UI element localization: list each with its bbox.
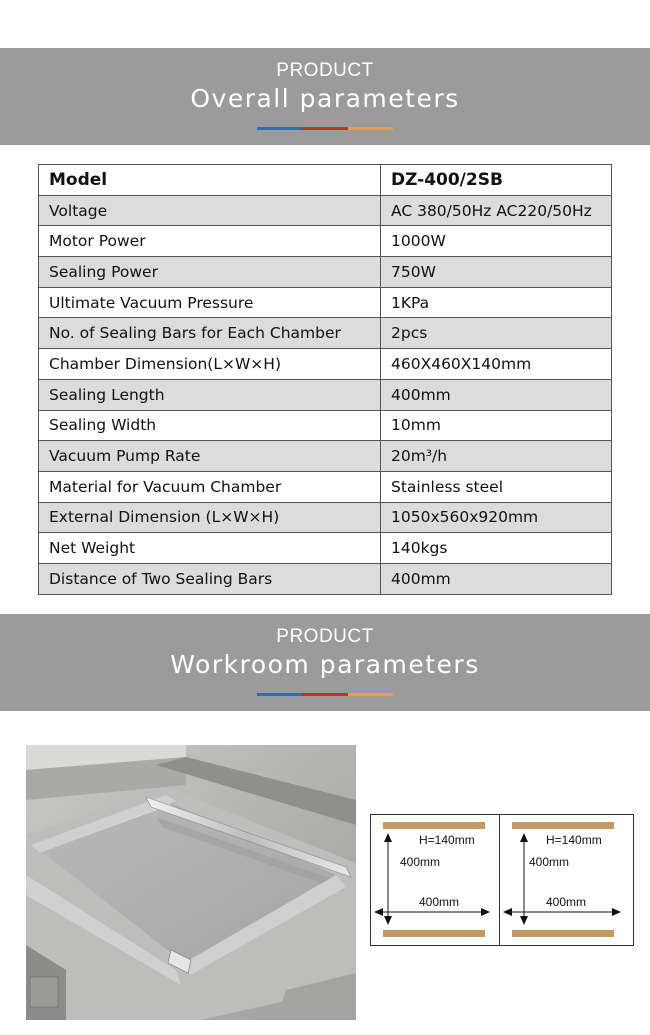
- header-value: DZ-400/2SB: [381, 165, 612, 196]
- param-label: Voltage: [39, 195, 381, 226]
- table-row: [39, 563, 612, 594]
- param-label: No. of Sealing Bars for Each Chamber: [39, 318, 381, 349]
- table-row: [39, 533, 612, 564]
- chamber-width-label: 400mm: [546, 895, 587, 909]
- chamber-height-label: H=140mm: [419, 833, 475, 847]
- table-row: [39, 502, 612, 533]
- param-value: 1000W: [381, 226, 612, 257]
- param-value: 750W: [381, 257, 612, 288]
- param-value: 1050x560x920mm: [381, 502, 612, 533]
- param-label: Net Weight: [39, 533, 381, 564]
- section-kicker: PRODUCT: [276, 60, 374, 81]
- param-label: Material for Vacuum Chamber: [39, 471, 381, 502]
- param-label: Sealing Length: [39, 379, 381, 410]
- param-label: Motor Power: [39, 226, 381, 257]
- section-title: Overall parameters: [190, 84, 460, 113]
- param-value: 460X460X140mm: [381, 349, 612, 380]
- param-label: External Dimension (L×W×H): [39, 502, 381, 533]
- table-row: [39, 471, 612, 502]
- param-label: Vacuum Pump Rate: [39, 441, 381, 472]
- table-row: [39, 349, 612, 380]
- title-underline: [257, 693, 393, 696]
- table-row: [39, 287, 612, 318]
- chamber-width-label: 400mm: [419, 895, 460, 909]
- table-row: [39, 441, 612, 472]
- header-label: Model: [39, 165, 381, 196]
- chamber-diagram-left: [371, 815, 499, 945]
- section-banner-overall: [0, 48, 650, 145]
- chamber-depth-label: 400mm: [400, 855, 441, 869]
- param-label: Sealing Width: [39, 410, 381, 441]
- chamber-depth-label: 400mm: [529, 855, 570, 869]
- table-header-row: [39, 165, 612, 196]
- param-value: 400mm: [381, 563, 612, 594]
- param-value: 1KPa: [381, 287, 612, 318]
- table-row: [39, 410, 612, 441]
- table-row: [39, 318, 612, 349]
- param-value: 20m³/h: [381, 441, 612, 472]
- chamber-dimension-diagram: [370, 814, 634, 946]
- section-kicker: PRODUCT: [276, 626, 374, 647]
- param-label: Sealing Power: [39, 257, 381, 288]
- table-row: [39, 379, 612, 410]
- vacuum-chamber-photo: [26, 745, 356, 1020]
- title-underline: [257, 127, 393, 130]
- param-value: 2pcs: [381, 318, 612, 349]
- param-label: Chamber Dimension(L×W×H): [39, 349, 381, 380]
- chamber-height-label: H=140mm: [546, 833, 602, 847]
- param-value: Stainless steel: [381, 471, 612, 502]
- param-value: 10mm: [381, 410, 612, 441]
- chamber-diagram-right: [500, 815, 628, 945]
- param-label: Distance of Two Sealing Bars: [39, 563, 381, 594]
- spec-table: [38, 164, 612, 595]
- param-value: 400mm: [381, 379, 612, 410]
- param-label: Ultimate Vacuum Pressure: [39, 287, 381, 318]
- table-row: [39, 226, 612, 257]
- section-title: Workroom parameters: [170, 650, 480, 679]
- param-value: AC 380/50Hz AC220/50Hz: [381, 195, 612, 226]
- param-value: 140kgs: [381, 533, 612, 564]
- table-row: [39, 257, 612, 288]
- table-row: [39, 195, 612, 226]
- section-banner-workroom: [0, 614, 650, 711]
